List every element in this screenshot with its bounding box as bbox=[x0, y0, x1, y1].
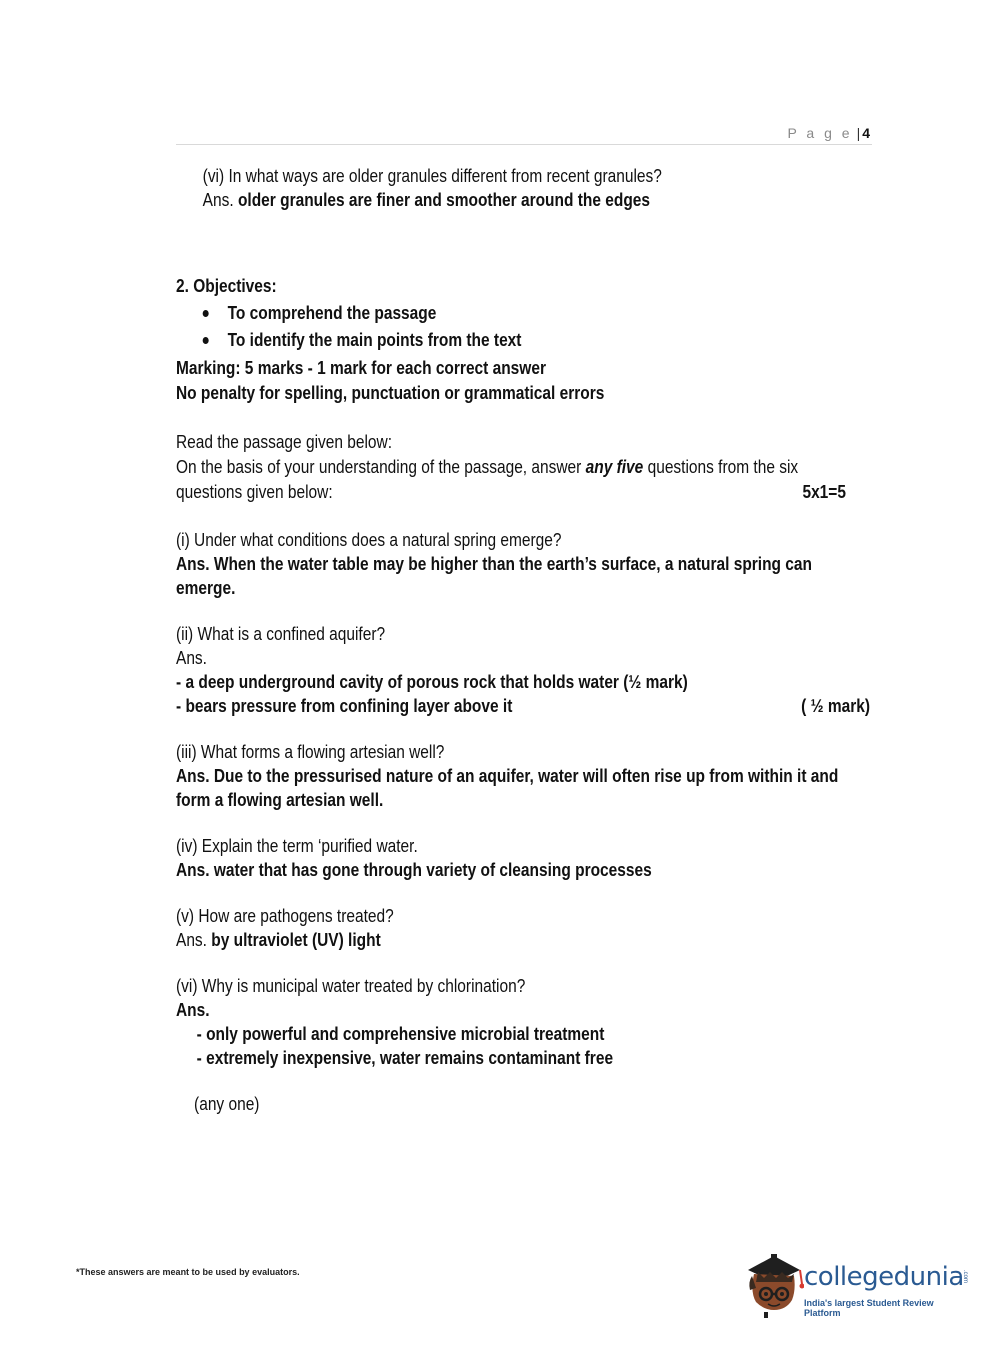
objectives-list bbox=[176, 300, 870, 354]
answer-point: - bears pressure from confining layer above it ( ½ mark) bbox=[176, 696, 871, 716]
question-6 bbox=[176, 974, 870, 1116]
question-text: (vi) Why is municipal water treated by chlorination? bbox=[176, 976, 526, 996]
previous-question-block bbox=[176, 164, 870, 212]
answer-text: Ans. Due to the pressurised nature of an aquifer, water will often rise up from within it and form a flowing artesian well. bbox=[176, 766, 839, 810]
answer-instruction: On the basis of your understanding of the passage, answer any five questions from the six bbox=[176, 457, 799, 477]
page-separator: | bbox=[856, 125, 861, 141]
page-indicator bbox=[787, 124, 870, 142]
answer-point: - a deep underground cavity of porous rock that holds water (½ mark) bbox=[176, 672, 688, 692]
document-content bbox=[176, 164, 871, 1116]
question-1 bbox=[176, 528, 870, 600]
question-5 bbox=[176, 904, 870, 952]
marking-text: Marking: 5 marks - 1 mark for each correct answer bbox=[176, 358, 546, 378]
logo-domain: .com bbox=[962, 1270, 968, 1284]
logo-tagline: India's largest Student Review Platform bbox=[804, 1298, 934, 1318]
instruction-line: questions given below: 5x1=5 bbox=[176, 482, 846, 502]
question-text: (iv) Explain the term ‘purified water. bbox=[176, 836, 418, 856]
question-text: (ii) What is a confined aquifer? bbox=[176, 624, 386, 644]
page-number: 4 bbox=[862, 125, 870, 141]
mascot-icon bbox=[742, 1248, 804, 1320]
answer-point: - extremely inexpensive, water remains contaminant free bbox=[196, 1048, 614, 1068]
mark-allocation: ( ½ mark) bbox=[801, 696, 871, 716]
answer-point: - only powerful and comprehensive microbial treatment bbox=[196, 1024, 605, 1044]
question-2 bbox=[176, 622, 870, 718]
question-text: (iii) What forms a flowing artesian well? bbox=[176, 742, 445, 762]
footnote: *These answers are meant to be used by evaluators. bbox=[76, 1267, 300, 1277]
instructions-block bbox=[176, 430, 870, 504]
read-instruction: Read the passage given below: bbox=[176, 432, 393, 452]
question-3 bbox=[176, 740, 870, 812]
objectives-section bbox=[176, 274, 870, 405]
logo-wordmark: collegedunia bbox=[804, 1262, 964, 1292]
question-4 bbox=[176, 834, 870, 882]
page-header bbox=[176, 124, 872, 145]
answer-text: Ans. by ultraviolet (UV) light bbox=[176, 930, 381, 950]
page-word: P a g e bbox=[787, 125, 853, 141]
list-item: To identify the main points from the text bbox=[203, 327, 870, 354]
marks-allocation: 5x1=5 bbox=[802, 482, 846, 502]
answer-text: Ans. water that has gone through variety of cleansing processes bbox=[176, 860, 652, 880]
answer-text: Ans. When the water table may be higher than the earth’s surface, a natural spring can emerge. bbox=[176, 554, 812, 598]
answer-label: Ans. bbox=[176, 648, 207, 668]
question-text: (v) How are pathogens treated? bbox=[176, 906, 394, 926]
question-text: (i) Under what conditions does a natural spring emerge? bbox=[176, 530, 562, 550]
list-item: To comprehend the passage bbox=[203, 300, 870, 327]
question-text: (vi) In what ways are older granules different from recent granules? bbox=[202, 166, 662, 186]
section-title: 2. Objectives: bbox=[176, 276, 277, 296]
penalty-text: No penalty for spelling, punctuation or grammatical errors bbox=[176, 383, 605, 403]
answer-label: Ans. bbox=[176, 1000, 210, 1020]
answer-text: Ans. older granules are finer and smoother around the edges bbox=[202, 190, 650, 210]
collegedunia-logo bbox=[742, 1248, 972, 1320]
answer-note: (any one) bbox=[194, 1094, 260, 1114]
